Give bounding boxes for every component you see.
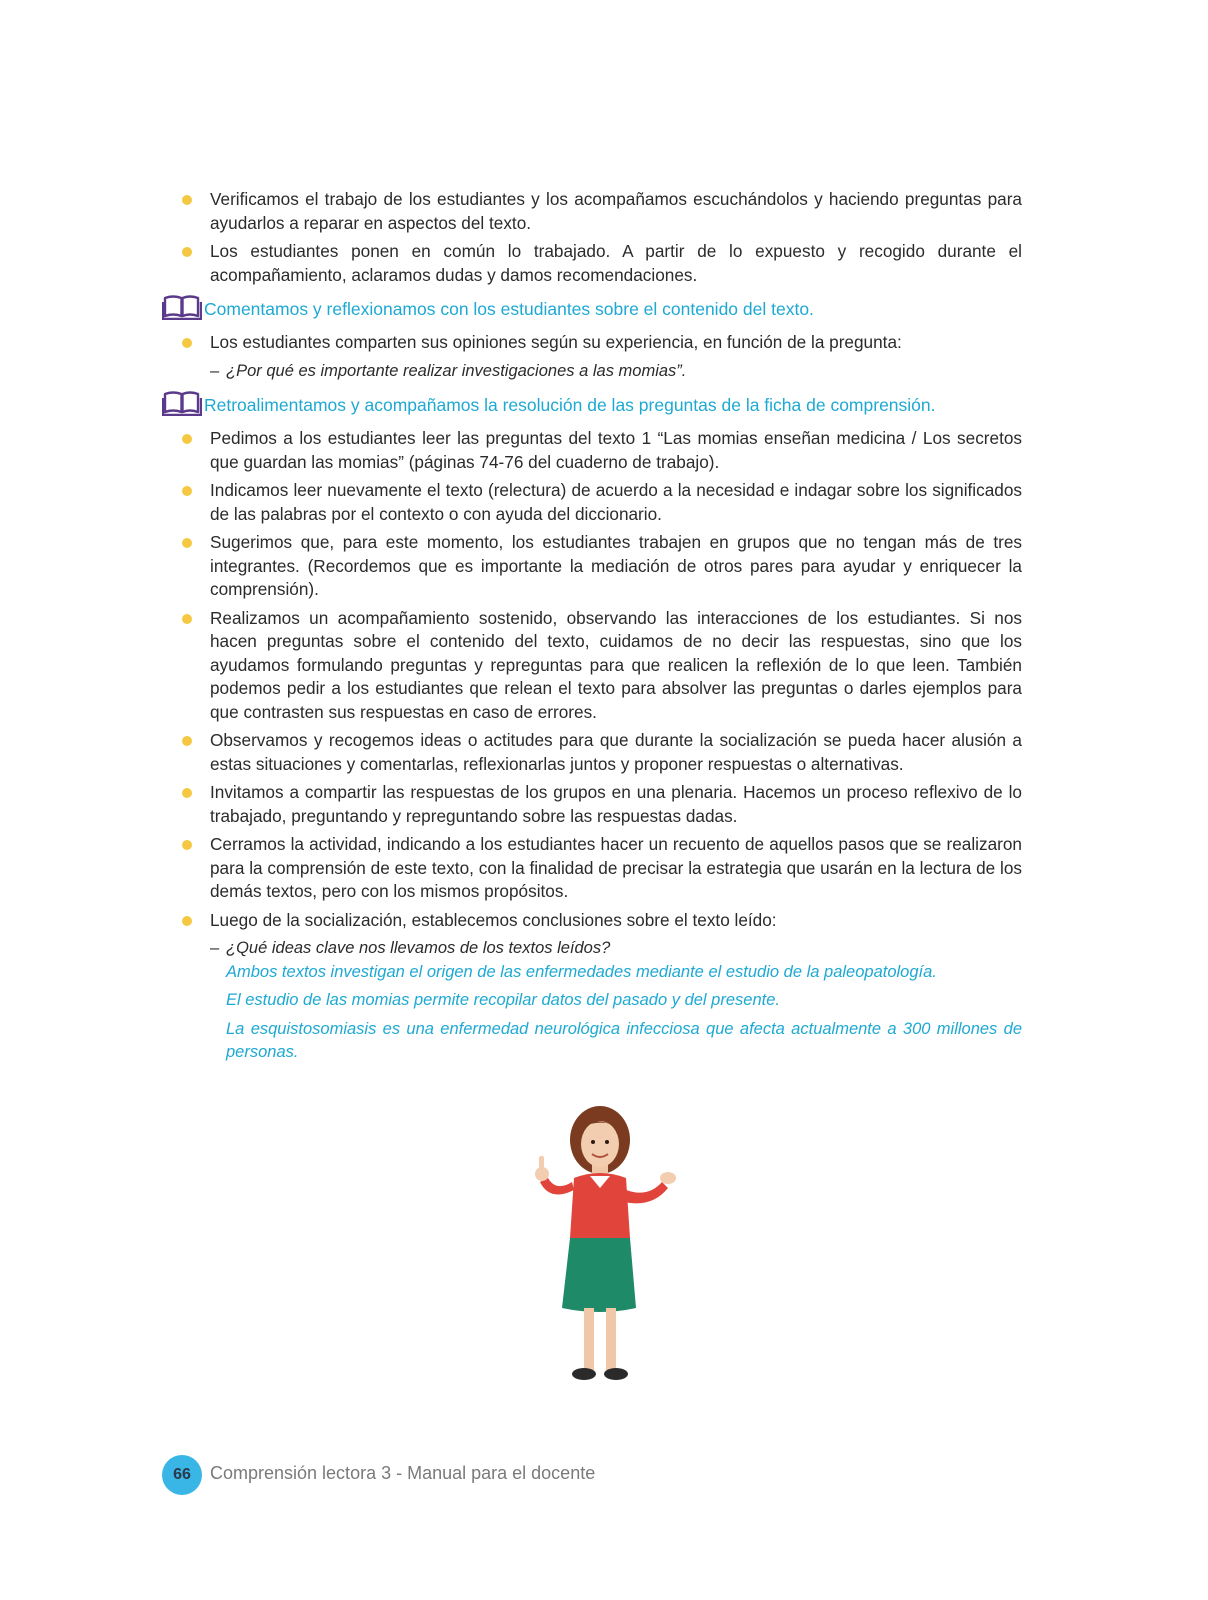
book-icon (162, 294, 202, 320)
list-item: Realizamos un acompañamiento sostenido, observando las interacciones de los estudiantes. Si nos hacen preguntas sobre el contenido del texto, cuidamos de no decir las respuestas, sino que los ayudamos formulando preguntas y repreguntas para que realicen la reflexión de lo que leen. También podemos pedir a los estudiantes que relean el texto para absolver las preguntas o darles ejemplos para que contrasten sus respuestas en caso de errores. (162, 607, 1022, 725)
section2-list (162, 331, 1022, 355)
list-item: Sugerimos que, para este momento, los estudiantes trabajen en grupos que no tengan más de tres integrantes. (Recordemos que es importante la mediación de otros pares para ayudar y enriquecer la comprensión). (162, 531, 1022, 602)
page-content (162, 188, 1022, 1070)
answers (162, 961, 1022, 1065)
question-item: – ¿Por qué es importante realizar investigaciones a las momias”. (162, 360, 1022, 384)
list-item: Luego de la socialización, establecemos conclusiones sobre el texto leído: (162, 909, 1022, 933)
answer-text: La esquistosomiasis es una enfermedad neurológica infecciosa que afecta actualmente a 300 millones de personas. (226, 1019, 1022, 1061)
bullet-dot-icon (182, 486, 192, 496)
list-item: Cerramos la actividad, indicando a los estudiantes hacer un recuento de aquellos pasos que se realizaron para la comprensión de este texto, con la finalidad de precisar la estrategia que usarán en la lectura de los demás textos, pero con los mismos propósitos. (162, 833, 1022, 904)
page-number-badge: 66 (162, 1455, 202, 1495)
section2-heading: Comentamos y reflexionamos con los estudiantes sobre el contenido del texto. (162, 297, 1022, 321)
bullet-dot-icon (182, 614, 192, 624)
answer-text: Ambos textos investigan el origen de las enfermedades mediante el estudio de la paleopatología. (226, 962, 937, 981)
bullet-dot-icon (182, 195, 192, 205)
section1-list (162, 188, 1022, 287)
bullet-dot-icon (182, 916, 192, 926)
list-item: Indicamos leer nuevamente el texto (relectura) de acuerdo a la necesidad e indagar sobre los significados de las palabras por el contexto o con ayuda del diccionario. (162, 479, 1022, 526)
bullet-dot-icon (182, 434, 192, 444)
list-item: Verificamos el trabajo de los estudiantes y los acompañamos escuchándolos y haciendo preguntas para ayudarlos a reparar en aspectos del texto. (162, 188, 1022, 235)
bullet-dot-icon (182, 247, 192, 257)
answer-text: El estudio de las momias permite recopilar datos del pasado y del presente. (226, 991, 780, 1009)
book-icon (162, 390, 202, 416)
list-item: Invitamos a compartir las respuestas de los grupos en una plenaria. Hacemos un proceso reflexivo de lo trabajado, preguntando y repreguntando sobre las respuestas dadas. (162, 781, 1022, 828)
teacher-illustration (520, 1098, 680, 1388)
dash-marker: – (210, 361, 220, 380)
list-item: Pedimos a los estudiantes leer las preguntas del texto 1 “Las momias enseñan medicina / Los secretos que guardan las momias” (páginas 74-76 del cuaderno de trabajo). (162, 427, 1022, 474)
bullet-dot-icon (182, 840, 192, 850)
section3-list (162, 427, 1022, 932)
footer-title: Comprensión lectora 3 - Manual para el docente (210, 1463, 596, 1483)
list-item: Observamos y recogemos ideas o actitudes para que durante la socialización se pueda hacer alusión a estas situaciones y comentarlas, reflexionarlas juntos y proponer respuestas o alternativas. (162, 729, 1022, 776)
bullet-dot-icon (182, 736, 192, 746)
bullet-dot-icon (182, 338, 192, 348)
bullet-dot-icon (182, 788, 192, 798)
dash-marker: – (210, 939, 220, 957)
list-item: Los estudiantes ponen en común lo trabajado. A partir de lo expuesto y recogido durante el acompañamiento, aclaramos dudas y damos recomendaciones. (162, 240, 1022, 287)
question-item: – ¿Qué ideas clave nos llevamos de los textos leídos? (162, 937, 1022, 961)
bullet-dot-icon (182, 538, 192, 548)
section3-heading: Retroalimentamos y acompañamos la resolución de las preguntas de la ficha de comprensión. (162, 393, 1022, 417)
page-footer (162, 1455, 862, 1495)
list-item: Los estudiantes comparten sus opiniones según su experiencia, en función de la pregunta: (162, 331, 1022, 355)
